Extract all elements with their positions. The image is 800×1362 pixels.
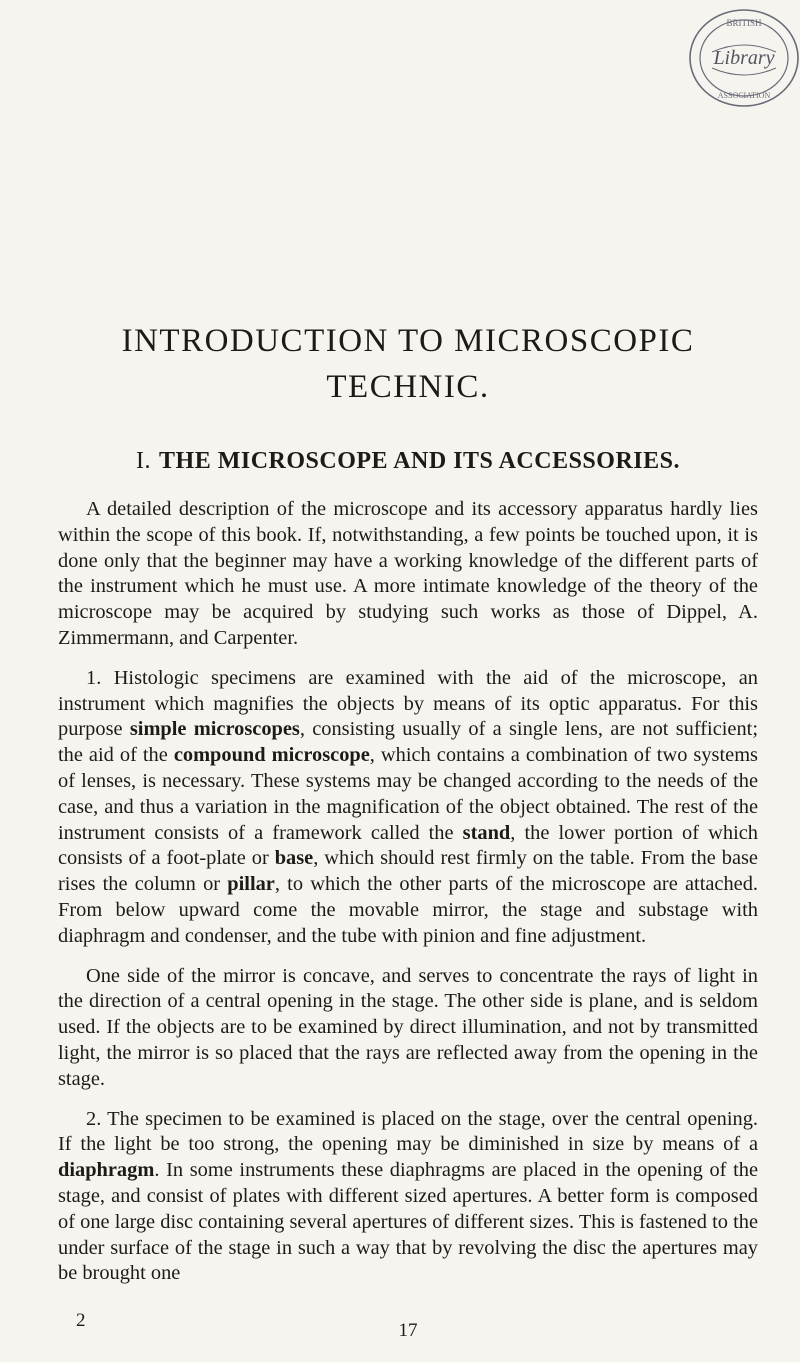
paragraph-intro: A detailed description of the microscope and its accessory apparatus hardly lies within the scope of this book. If, notwithstanding, a few points be touched upon, it is done only that the beginner may have a working knowledge of the different parts of the instrument which he must use. A more intimate knowledge of the theory of the microscope may be acquired by studying such works as those of Dippel, A. Zimmermann, and Carpenter. — [58, 498, 758, 649]
paragraph-1-text-g: , to which the other parts of the microscope are attached. From below upward come the movable mirror, the stage and substage with diaphragm and condenser, and the tube with pinion and fine adjustment. — [58, 873, 758, 947]
term-compound-microscope: compound microscope — [173, 744, 370, 767]
chapter-title — [58, 318, 758, 410]
paragraph-1 — [58, 666, 758, 950]
paragraph-2-text-c: . In some instruments these diaphragms are placed in the opening of the stage, and consist of plates with different sized apertures. A better form is composed of one large disc containing several apertures of different sizes. This is fastened to the under surface of the stage in such a way that by revolving the disc the apertures may be brought one — [58, 1159, 758, 1285]
term-stand: stand — [462, 821, 511, 844]
paragraph-2 — [58, 1107, 758, 1288]
signature-mark: 2 — [76, 1310, 86, 1331]
stamp-top-text: BRITISH — [726, 18, 762, 28]
term-base: base — [274, 847, 314, 870]
library-stamp-icon — [672, 0, 800, 124]
paragraph-1-text-d: , which contains a combination of two systems of lenses, is necessary. These systems may be changed according to the needs of the case, and thus a variation in the magnification of the object obtained. The rest of the instrument consists of a framework called the — [58, 744, 758, 844]
page-body — [58, 318, 758, 1301]
paragraph-mirror: One side of the mirror is concave, and serves to concentrate the rays of light in the direction of a central opening in the stage. The other side is plane, and is seldom used. If the objects are to be examined by direct illumination, and not by transmitted light, the mirror is so placed that the rays are reflected away from the opening in the stage. — [58, 964, 758, 1090]
stamp-bottom-text: ASSOCIATION — [717, 91, 771, 100]
paragraph-1-text-e: , the lower portion of which consists of a foot-plate or — [58, 821, 758, 870]
page-number: 17 — [398, 1320, 418, 1341]
paragraph-2-text-a: 2. The specimen to be examined is placed on the stage, over the central opening. If the light be too strong, the opening may be diminished in size by means of a — [58, 1107, 758, 1156]
stamp-library-text: Library — [713, 47, 775, 69]
section-number: I. — [136, 448, 152, 474]
paragraph-1-text-c: , consisting usually of a single lens, are not sufficient; the aid of the — [58, 718, 759, 767]
chapter-title-line-1: INTRODUCTION TO MICROSCOPIC — [121, 323, 695, 359]
section-heading — [58, 448, 758, 475]
page-footer — [58, 1300, 758, 1340]
term-simple-microscopes: simple microscopes — [129, 718, 300, 741]
library-stamp — [672, 0, 800, 124]
section-title: THE MICROSCOPE AND ITS ACCESSORIES. — [159, 448, 680, 474]
paragraph-1-text-f: , which should rest firmly on the table. From the base rises the column or — [58, 847, 758, 896]
term-pillar: pillar — [227, 873, 275, 896]
paragraph-1-text-a: 1. Histologic specimens are examined with the aid of the microscope, an instrument which magnifies the objects by means of its optic apparatus. For this purpose — [58, 666, 758, 741]
term-diaphragm: diaphragm — [58, 1159, 155, 1182]
chapter-title-line-2: TECHNIC. — [326, 369, 490, 405]
